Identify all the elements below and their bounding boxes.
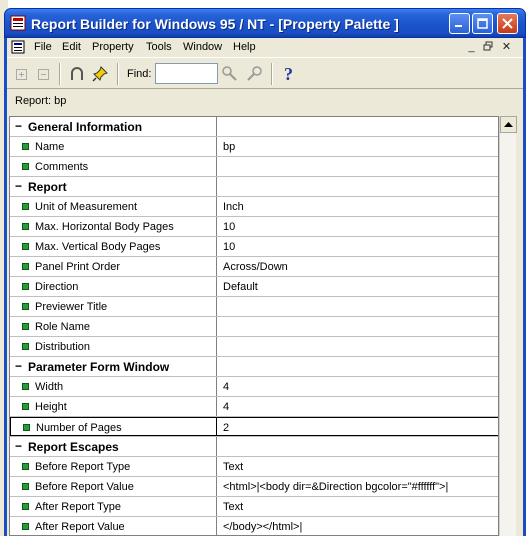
property-label: Before Report Type: [35, 461, 131, 473]
property-name-cell[interactable]: [10, 257, 217, 276]
property-value-cell[interactable]: [217, 477, 499, 496]
property-name-cell[interactable]: [10, 177, 217, 196]
property-label: After Report Value: [35, 521, 125, 533]
object-context-label: Report: bp: [15, 95, 67, 107]
find-label: Find:: [127, 68, 152, 80]
expand-button[interactable]: [11, 64, 31, 84]
property-bullet-icon: [23, 424, 30, 431]
property-value[interactable]: 4: [223, 401, 230, 413]
menu-tools[interactable]: Tools: [146, 41, 172, 53]
property-label: Distribution: [35, 341, 91, 353]
property-label: Name: [35, 141, 65, 153]
property-value-cell: [217, 177, 499, 196]
property-row[interactable]: [10, 257, 499, 277]
property-name-cell[interactable]: [10, 317, 217, 336]
pin-button[interactable]: [90, 64, 110, 84]
property-name-cell[interactable]: [10, 397, 217, 416]
property-value-cell[interactable]: [217, 497, 499, 516]
close-icon: [502, 18, 513, 29]
mdi-restore-icon[interactable]: [482, 41, 495, 54]
vertical-scrollbar[interactable]: [499, 116, 516, 536]
property-bullet-icon: [22, 483, 29, 490]
property-bullet-icon: [22, 283, 29, 290]
pushpin-icon: [92, 66, 108, 82]
help-question-icon: [281, 65, 297, 83]
property-row[interactable]: [10, 477, 499, 497]
property-value-cell[interactable]: [217, 257, 499, 276]
find-next-button[interactable]: [244, 64, 264, 84]
category-row[interactable]: [10, 117, 499, 137]
find-next-icon: [245, 66, 263, 82]
property-bullet-icon: [22, 343, 29, 350]
property-label: Max. Vertical Body Pages: [35, 241, 161, 253]
property-bullet-icon: [22, 463, 29, 470]
property-label: Panel Print Order: [35, 261, 120, 273]
close-button[interactable]: [497, 13, 518, 34]
property-row[interactable]: [10, 277, 499, 297]
property-row[interactable]: [10, 397, 499, 417]
window-title: Report Builder for Windows 95 / NT - [Property Palette ]: [31, 16, 399, 32]
property-row[interactable]: [10, 417, 499, 437]
property-name-cell[interactable]: [10, 477, 217, 496]
property-value-cell[interactable]: [217, 377, 499, 396]
collapse-icon: [38, 69, 49, 80]
maximize-icon: [477, 18, 488, 29]
toolbar-separator: [59, 63, 61, 85]
property-bullet-icon: [22, 303, 29, 310]
title-bar[interactable]: [4, 8, 526, 38]
property-value-cell[interactable]: [217, 317, 499, 336]
find-input[interactable]: [155, 63, 218, 84]
intersection-icon: [70, 67, 84, 81]
property-value-cell[interactable]: [217, 197, 499, 216]
property-label: Max. Horizontal Body Pages: [35, 221, 174, 233]
property-name-cell[interactable]: [10, 297, 217, 316]
property-value-cell[interactable]: [217, 277, 499, 296]
property-value-cell[interactable]: [217, 217, 499, 236]
property-row[interactable]: [10, 197, 499, 217]
property-row[interactable]: [10, 457, 499, 477]
property-label: Role Name: [35, 321, 91, 333]
property-name-cell[interactable]: [10, 197, 217, 216]
property-value[interactable]: 4: [223, 381, 230, 393]
property-value[interactable]: Across/Down: [223, 261, 288, 273]
property-name-cell[interactable]: [10, 437, 217, 456]
category-label: Report: [28, 180, 67, 194]
arrow-up-icon: [504, 122, 513, 128]
help-button[interactable]: [279, 64, 299, 84]
property-name-cell[interactable]: [10, 237, 217, 256]
property-value[interactable]: Inch: [223, 201, 244, 213]
menu-window[interactable]: Window: [183, 41, 223, 53]
property-value-cell[interactable]: [217, 157, 499, 176]
property-bullet-icon: [22, 223, 29, 230]
property-value-cell[interactable]: [217, 337, 499, 356]
property-value-cell: [217, 117, 499, 136]
property-value[interactable]: Text: [223, 501, 244, 513]
property-bullet-icon: [22, 383, 29, 390]
property-name-cell[interactable]: [10, 377, 217, 396]
category-row[interactable]: [10, 177, 499, 197]
property-label: Previewer Title: [35, 301, 108, 313]
property-name-cell[interactable]: [10, 157, 217, 176]
menu-edit[interactable]: Edit: [62, 41, 81, 53]
property-bullet-icon: [22, 263, 29, 270]
property-value[interactable]: Text: [223, 461, 244, 473]
svg-text:?: ?: [284, 65, 293, 83]
object-context-bar: [7, 90, 523, 115]
property-value[interactable]: 10: [223, 241, 236, 253]
property-value-cell[interactable]: [217, 237, 499, 256]
mdi-close-icon[interactable]: ✕: [501, 41, 512, 53]
property-name-cell[interactable]: [10, 497, 217, 516]
property-row[interactable]: [10, 337, 499, 357]
property-bullet-icon: [22, 163, 29, 170]
property-label: Height: [35, 401, 67, 413]
property-value-cell[interactable]: [217, 397, 499, 416]
category-label: Parameter Form Window: [28, 360, 170, 374]
property-name-cell[interactable]: [10, 417, 217, 436]
property-row[interactable]: [10, 497, 499, 517]
toolbar-separator: [117, 63, 119, 85]
property-label: Width: [35, 381, 64, 393]
property-value-cell[interactable]: [217, 137, 499, 156]
property-value-cell: [217, 437, 499, 456]
menu-help[interactable]: Help: [233, 41, 256, 53]
category-row[interactable]: [10, 357, 499, 377]
property-label: Before Report Value: [35, 481, 134, 493]
collapse-category-icon[interactable]: −: [15, 439, 23, 453]
collapse-category-icon[interactable]: −: [15, 179, 23, 193]
property-label: Comments: [35, 161, 89, 173]
property-row[interactable]: [10, 237, 499, 257]
property-value-cell[interactable]: [217, 457, 499, 476]
minimize-icon: [454, 18, 465, 29]
intersection-button[interactable]: [67, 64, 87, 84]
property-label: Unit of Measurement: [35, 201, 138, 213]
property-row[interactable]: [10, 377, 499, 397]
report-builder-app-icon: [10, 15, 26, 31]
property-label: Direction: [35, 281, 79, 293]
property-name-cell[interactable]: [10, 357, 217, 376]
collapse-category-icon[interactable]: −: [15, 119, 23, 133]
property-bullet-icon: [22, 523, 29, 530]
mdi-minimize-icon[interactable]: _: [468, 41, 475, 53]
scroll-up-button[interactable]: [500, 116, 517, 133]
toolbar: [7, 57, 523, 89]
property-bullet-icon: [22, 203, 29, 210]
property-value-cell[interactable]: [217, 517, 499, 536]
toolbar-separator: [271, 63, 273, 85]
property-value[interactable]: <html>|<body dir=&Direction bgcolor="#ffffff">|: [223, 481, 449, 493]
category-label: Report Escapes: [28, 440, 119, 454]
property-name-cell[interactable]: [10, 277, 217, 296]
category-row[interactable]: [10, 437, 499, 457]
property-value[interactable]: </body></html>|: [223, 521, 303, 533]
property-bullet-icon: [22, 403, 29, 410]
collapse-button[interactable]: [33, 64, 53, 84]
property-row[interactable]: [10, 157, 499, 177]
collapse-category-icon[interactable]: −: [15, 359, 23, 373]
property-bullet-icon: [22, 143, 29, 150]
property-row[interactable]: [10, 297, 499, 317]
property-row[interactable]: [10, 317, 499, 337]
property-value[interactable]: Default: [223, 281, 258, 293]
menu-file[interactable]: File: [34, 41, 52, 53]
property-row[interactable]: [10, 137, 499, 157]
property-bullet-icon: [22, 243, 29, 250]
property-label: After Report Type: [35, 501, 122, 513]
property-grid: [9, 116, 499, 536]
property-bullet-icon: [22, 323, 29, 330]
property-value-cell: [217, 357, 499, 376]
property-row[interactable]: [10, 517, 499, 536]
property-name-cell[interactable]: [10, 117, 217, 136]
property-name-cell[interactable]: [10, 457, 217, 476]
maximize-button[interactable]: [472, 13, 493, 34]
expand-icon: [16, 69, 27, 80]
property-name-cell[interactable]: [10, 517, 217, 536]
property-value[interactable]: 2: [223, 422, 230, 434]
property-value[interactable]: bp: [223, 141, 236, 153]
menu-bar: [7, 38, 523, 57]
property-value[interactable]: 10: [223, 221, 236, 233]
find-previous-button[interactable]: [221, 64, 241, 84]
category-label: General Information: [28, 120, 143, 134]
property-row[interactable]: [10, 217, 499, 237]
property-name-cell[interactable]: [10, 337, 217, 356]
property-value-cell[interactable]: [217, 417, 499, 436]
property-name-cell[interactable]: [10, 137, 217, 156]
find-previous-icon: [222, 66, 240, 82]
property-name-cell[interactable]: [10, 217, 217, 236]
menu-property[interactable]: Property: [92, 41, 134, 53]
property-value-cell[interactable]: [217, 297, 499, 316]
property-bullet-icon: [22, 503, 29, 510]
property-label: Number of Pages: [36, 422, 122, 434]
minimize-button[interactable]: [449, 13, 470, 34]
document-icon[interactable]: [11, 40, 25, 54]
